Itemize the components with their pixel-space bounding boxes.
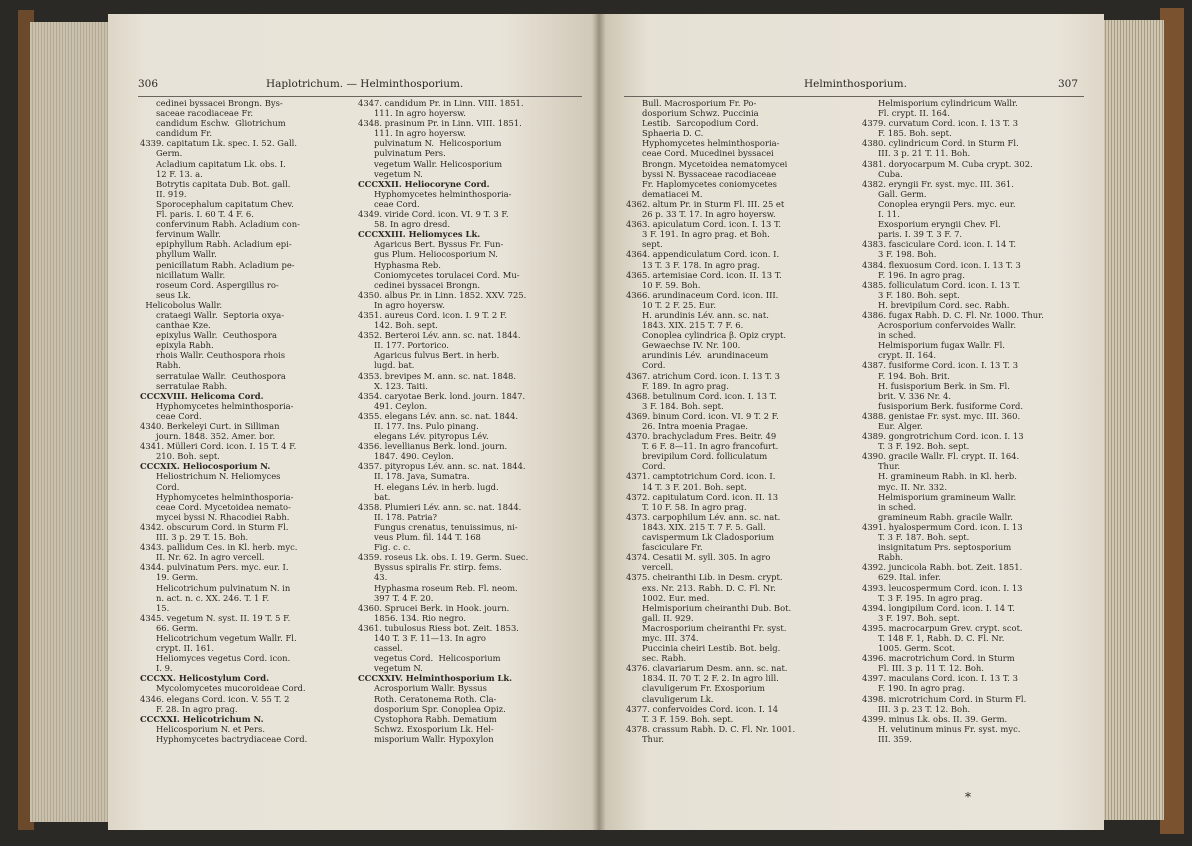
entry-line: 397 T. 4 F. 20.: [358, 592, 434, 603]
entry-line: mycei byssi N. Rhacodiei Rabh.: [140, 511, 290, 522]
entry-line: 4346. elegans Cord. icon. V. 55 T. 2: [140, 693, 290, 704]
entry-line: candidum Fr.: [140, 128, 213, 139]
entry-line: vercell.: [626, 562, 674, 573]
entry-line: 26. Intra moenia Pragae.: [626, 421, 748, 431]
entry-line: 66. Germ.: [140, 622, 199, 633]
entry-line: II. 919.: [140, 188, 187, 199]
entry-line: dematiacei M.: [626, 188, 703, 199]
entry-line: Germ.: [140, 148, 183, 159]
entry-line: veus Plum. fil. 144 T. 168: [358, 532, 481, 543]
left-page-title: Haplotrichum. — Helminthosporium.: [266, 78, 464, 90]
entry-line: exs. Nr. 213. Rabh. D. C. Fl. Nr.: [626, 582, 776, 593]
entry-line: byssi N. Byssaceae racodiaceae: [626, 168, 777, 179]
entry-line: dosporium Spr. Conoplea Opiz.: [358, 703, 506, 714]
entry-line: in sched.: [862, 330, 917, 341]
entry-line: myc. III. 374.: [626, 632, 699, 643]
entry-line: Cystophora Rabh. Dematium: [358, 713, 497, 724]
entry-line: 4386. fugax Rabh. D. C. Fl. Nr. 1000. Thur.: [862, 309, 1044, 320]
genus-heading: CCCXXIII. Heliomyces Lk.: [358, 229, 481, 240]
entry-line: cedinei byssacei Brongn. Bys-: [140, 98, 283, 108]
entry-line: 4349. viride Cord. icon. VI. 9 T. 3 F.: [358, 209, 509, 220]
entry-line: Hyphomycetes bactrydiaceae Cord.: [140, 733, 308, 744]
entry-line: ceae Cord. Mucedinei byssacei: [626, 148, 774, 159]
entry-line: X. 123. Taiti.: [358, 380, 428, 391]
entry-line: 4340. Berkeleyi Curt. in Silliman: [140, 421, 280, 431]
book-gutter: [592, 14, 606, 830]
page-edges-left: [30, 22, 110, 822]
entry-line: Coniomycetes torulacei Cord. Mu-: [358, 269, 520, 280]
entry-line: III. 359.: [862, 733, 912, 744]
entry-line: 4396. macrotrichum Cord. in Sturm: [862, 653, 1015, 664]
right-page-title: Helminthosporium.: [804, 78, 907, 90]
entry-line: arundinis Lév. arundinaceum: [626, 350, 769, 361]
entry-line: T. 3 F. 195. In agro prag.: [862, 592, 983, 603]
entry-line: 210. Boh. sept.: [140, 451, 220, 462]
entry-line: Acrosporium confervoides Wallr.: [862, 320, 1017, 331]
entry-line: Sporocephalum capitatum Chev.: [140, 198, 294, 209]
entry-line: Fl. III. 3 p. 11 T. 12. Boh.: [862, 663, 984, 674]
entry-line: serratulae Rabh.: [140, 380, 228, 391]
entry-line: 3 F. 197. Boh. sept.: [862, 612, 960, 623]
entry-line: 4395. macrocarpum Grev. crypt. scot.: [862, 622, 1023, 633]
entry-line: paris. I. 39 T. 3 F. 7.: [862, 229, 963, 240]
entry-line: insignitatum Prs. septosporium: [862, 542, 1012, 553]
genus-heading: CCCXIX. Heliocosporium N.: [140, 461, 271, 472]
entry-line: 111. In agro hoyersw.: [358, 128, 466, 139]
entry-line: 1834. II. 70 T. 2 F. 2. In agro lill.: [626, 673, 779, 684]
entry-line: clavuligerum Lk.: [626, 693, 714, 704]
entry-line: 10 T. 2 F. 25. Eur.: [626, 299, 717, 310]
entry-line: confervinum Rabh. Acladium con-: [140, 219, 300, 230]
entry-line: T. 6 F. 8—11. In agro francofurt.: [626, 441, 779, 452]
entry-line: 4376. clavariarum Desm. ann. sc. nat.: [626, 663, 788, 674]
entry-line: Lestib. Sarcopodium Cord.: [626, 118, 759, 129]
entry-line: F. 190. In agro prag.: [862, 683, 965, 694]
entry-line: Cord.: [626, 360, 666, 371]
right-column-2: [862, 98, 1088, 744]
entry-line: 1002. Eur. med.: [626, 592, 710, 603]
entry-line: Cord.: [626, 461, 666, 472]
entry-line: 4367. atrichum Cord. icon. I. 13 T. 3: [626, 370, 780, 381]
entry-line: Rabh.: [862, 552, 903, 563]
entry-line: Gall. Germ.: [862, 188, 927, 199]
entry-line: Heliostrichum N. Heliomyces: [140, 471, 281, 482]
entry-line: crypt. II. 164.: [862, 350, 937, 361]
entry-line: myc. II. Nr. 332.: [862, 481, 947, 492]
entry-line: 4372. capitulatum Cord. icon. II. 13: [626, 491, 779, 502]
entry-line: Helicotrichum pulvinatum N. in: [140, 582, 291, 593]
entry-line: pulvinatum N. Helicosporium: [358, 138, 502, 149]
entry-line: 3 F. 180. Boh. sept.: [862, 289, 960, 300]
entry-line: 4352. Berteroi Lév. ann. sc. nat. 1844.: [358, 330, 521, 341]
entry-line: 4351. aureus Cord. icon. I. 9 T. 2 F.: [358, 309, 508, 320]
entry-line: vegetum N.: [358, 663, 423, 674]
entry-line: F. 189. In agro prag.: [626, 380, 729, 391]
entry-line: 4362. altum Pr. in Sturm Fl. III. 25 et: [626, 198, 785, 209]
entry-line: gall. II. 929.: [626, 612, 694, 623]
entry-line: roseum Cord. Aspergillus ro-: [140, 279, 279, 290]
entry-line: 4350. albus Pr. in Linn. 1852. XXV. 725.: [358, 289, 527, 300]
entry-line: Thur.: [862, 461, 901, 472]
entry-line: seus Lk.: [140, 289, 191, 300]
entry-line: gramineum Rabh. gracile Wallr.: [862, 511, 1013, 522]
entry-line: Helmisporium gramineum Wallr.: [862, 491, 1017, 502]
left-page: [108, 14, 598, 830]
entry-line: 4345. vegetum N. syst. II. 19 T. 5 F.: [140, 612, 291, 623]
entry-line: 4342. obscurum Cord. in Sturm Fl.: [140, 521, 289, 532]
entry-line: Roth. Ceratonema Roth. Cla-: [358, 693, 497, 704]
entry-line: 3 F. 198. Boh.: [862, 249, 937, 260]
entry-line: 3 F. 191. In agro prag. et Boh.: [626, 229, 770, 240]
entry-line: Puccinia cheiri Lestib. Bot. belg.: [626, 643, 781, 654]
entry-line: journ. 1848. 352. Amer. bor.: [140, 431, 276, 442]
footer-mark: *: [965, 790, 971, 804]
entry-line: 4389. gongrotrichum Cord. icon. I. 13: [862, 431, 1024, 442]
entry-line: 4347. candidum Pr. in Linn. VIII. 1851.: [358, 98, 524, 108]
entry-line: in sched.: [862, 501, 917, 512]
entry-line: fasciculare Fr.: [626, 542, 703, 553]
entry-line: Conoplea eryngii Pers. myc. eur.: [862, 198, 1016, 209]
entry-line: saceae racodiaceae Fr.: [140, 108, 254, 119]
entry-line: lugd. bat.: [358, 360, 415, 371]
entry-line: 4363. apiculatum Cord. icon. I. 13 T.: [626, 219, 782, 230]
entry-line: Helmisporium cheiranthi Dub. Bot.: [626, 602, 792, 613]
entry-line: brit. V. 336 Nr. 4.: [862, 390, 951, 401]
entry-line: sept.: [626, 239, 663, 250]
entry-line: Hyphasma Reb.: [358, 259, 441, 270]
entry-line: crypt. II. 161.: [140, 643, 215, 654]
entry-line: 4383. fasciculare Cord. icon. I. 14 T.: [862, 239, 1017, 250]
entry-line: 4375. cheiranthi Lib. in Desm. crypt.: [626, 572, 783, 583]
entry-line: Brongn. Mycetoidea nematomycei: [626, 158, 788, 169]
entry-line: III. 3 p. 29 T. 15. Boh.: [140, 532, 249, 543]
entry-line: epixyla Rabh.: [140, 340, 214, 351]
entry-line: Macrosporium cheiranthi Fr. syst.: [626, 622, 787, 633]
entry-line: T. 148 F. 1, Rabh. D. C. Fl. Nr.: [862, 632, 1005, 643]
entry-line: 4380. cylindricum Cord. in Sturm Fl.: [862, 138, 1019, 149]
entry-line: penicillatum Rabh. Acladium pe-: [140, 259, 295, 270]
entry-line: 4361. tubulosus Riess bot. Zeit. 1853.: [358, 622, 519, 633]
left-page-number: 306: [138, 78, 159, 90]
right-header-rule: [624, 96, 1084, 97]
entry-line: 1856. 134. Rio negro.: [358, 612, 466, 623]
entry-line: 4392. juncicola Rabh. bot. Zeit. 1851.: [862, 562, 1023, 573]
entry-line: phyllum Wallr.: [140, 249, 217, 260]
entry-line: Fungus crenatus, tenuissimus, ni-: [358, 521, 518, 532]
entry-line: sec. Rabh.: [626, 653, 687, 664]
entry-line: H. brevipilum Cord. sec. Rabh.: [862, 299, 1010, 310]
entry-line: Acladium capitatum Lk. obs. I.: [140, 158, 286, 169]
entry-line: Fig. c. c.: [358, 542, 411, 553]
entry-line: 491. Ceylon.: [358, 400, 428, 411]
entry-line: 4378. crassum Rabh. D. C. Fl. Nr. 1001.: [626, 723, 796, 734]
entry-line: F. 196. In agro prag.: [862, 269, 965, 280]
entry-line: 4381. doryocarpum M. Cuba crypt. 302.: [862, 158, 1033, 169]
entry-line: 12 F. 13. a.: [140, 168, 203, 179]
entry-line: Hyphasma roseum Reb. Fl. neom.: [358, 582, 518, 593]
entry-line: III. 3 p. 23 T. 12. Boh.: [862, 703, 971, 714]
genus-heading: CCCXVIII. Helicoma Cord.: [140, 390, 264, 401]
entry-line: 4358. Plumieri Lév. ann. sc. nat. 1844.: [358, 501, 522, 512]
entry-line: Thur.: [626, 733, 665, 744]
entry-line: dosporium Schwz. Puccinia: [626, 108, 759, 119]
entry-line: vegetum Wallr. Helicosporium: [358, 158, 503, 169]
entry-line: Fl. crypt. II. 164.: [862, 108, 950, 119]
entry-line: 1843. XIX. 215 T. 7 F. 6.: [626, 320, 744, 331]
entry-line: Agaricus fulvus Bert. in herb.: [358, 350, 500, 361]
entry-line: Bull. Macrosporium Fr. Po-: [626, 98, 757, 108]
entry-line: H. velutinum minus Fr. syst. myc.: [862, 723, 1021, 734]
entry-line: fervinum Wallr.: [140, 229, 221, 240]
entry-line: rhois Wallr. Ceuthospora rhois: [140, 350, 286, 361]
entry-line: Helmisporium cylindricum Wallr.: [862, 98, 1018, 108]
entry-line: Hyphomycetes helminthosporia-: [140, 400, 294, 411]
entry-line: candidum Eschw. Gliotrichum: [140, 118, 286, 129]
entry-line: In agro hoyersw.: [358, 299, 445, 310]
entry-line: 4360. Sprucei Berk. in Hook. journ.: [358, 602, 510, 613]
entry-line: 4368. betulinum Cord. icon. I. 13 T.: [626, 390, 777, 401]
right-column-1: [626, 98, 848, 744]
entry-line: brevipilum Cord. folliculatum: [626, 451, 768, 462]
entry-line: 4393. leucospermum Cord. icon. I. 13: [862, 582, 1023, 593]
entry-line: Helmisporium fugax Wallr. Fl.: [862, 340, 1005, 351]
entry-line: 4397. maculans Cord. icon. I. 13 T. 3: [862, 673, 1018, 684]
entry-line: 629. Ital. infer.: [862, 572, 941, 583]
entry-line: Cuba.: [862, 168, 903, 179]
entry-line: Cord.: [140, 481, 180, 492]
genus-heading: CCCXXI. Helicotrichum N.: [140, 713, 264, 724]
entry-line: bat.: [358, 491, 391, 502]
entry-line: 4355. elegans Lév. ann. sc. nat. 1844.: [358, 410, 518, 421]
entry-line: 1005. Germ. Scot.: [862, 643, 956, 654]
entry-line: Conoplea cylindrica β. Opiz crypt.: [626, 330, 787, 341]
entry-line: 4356. levellianus Berk. lond. journ.: [358, 441, 508, 452]
entry-line: F. 194. Boh. Brit.: [862, 370, 950, 381]
entry-line: 4353. brevipes M. ann. sc. nat. 1848.: [358, 370, 517, 381]
entry-line: Schwz. Exosporium Lk. Hel-: [358, 723, 494, 734]
entry-line: cassel.: [358, 643, 403, 654]
entry-line: H. fusisporium Berk. in Sm. Fl.: [862, 380, 1010, 391]
entry-line: II. Nr. 62. In agro vercell.: [140, 552, 265, 563]
entry-line: 4374. Cesatii M. syll. 305. In agro: [626, 552, 771, 563]
entry-line: Eur. Alger.: [862, 421, 923, 431]
entry-line: 13 T. 3 F. 178. In agro prag.: [626, 259, 760, 270]
left-column-2: [358, 98, 580, 744]
entry-line: 1847. 490. Ceylon.: [358, 451, 454, 462]
entry-line: 4359. roseus Lk. obs. I. 19. Germ. Suec.: [358, 552, 529, 563]
entry-line: F. 28. In agro prag.: [140, 703, 238, 714]
entry-line: Exosporium eryngii Chev. Fl.: [862, 219, 1001, 230]
entry-line: 14 T. 3 F. 201. Boh. sept.: [626, 481, 747, 492]
entry-line: H. arundinis Lév. ann. sc. nat.: [626, 309, 769, 320]
entry-line: 10 F. 59. Boh.: [626, 279, 701, 290]
entry-line: Helicosporium N. et Pers.: [140, 723, 265, 734]
entry-line: epixylus Wallr. Ceuthospora: [140, 330, 278, 341]
entry-line: Gewaechse IV. Nr. 100.: [626, 340, 741, 351]
entry-line: Helicobolus Wallr.: [140, 299, 223, 310]
genus-heading: CCCXXII. Heliocoryne Cord.: [358, 178, 490, 189]
entry-line: II. 178. Java, Sumatra.: [358, 471, 470, 482]
entry-line: III. 3 p. 21 T. 11. Boh.: [862, 148, 971, 159]
entry-line: canthae Kze.: [140, 320, 211, 331]
entry-line: T. 3 F. 187. Boh. sept.: [862, 532, 970, 543]
right-page: [598, 14, 1104, 830]
entry-line: serratulae Wallr. Ceuthospora: [140, 370, 286, 381]
entry-line: Fl. paris. I. 60 T. 4 F. 6.: [140, 209, 254, 220]
entry-line: 15.: [140, 602, 170, 613]
entry-line: Sphaeria D. C.: [626, 128, 704, 139]
right-page-number: 307: [1058, 78, 1079, 90]
entry-line: pulvinatum Pers.: [358, 148, 446, 159]
entry-line: 4364. appendiculatum Cord. icon. I.: [626, 249, 780, 260]
entry-line: H. gramineum Rabh. in Kl. herb.: [862, 471, 1017, 482]
entry-line: 4379. curvatum Cord. icon. I. 13 T. 3: [862, 118, 1019, 129]
entry-line: 111. In agro hoyersw.: [358, 108, 466, 119]
entry-line: 4366. arundinaceum Cord. icon. III.: [626, 289, 779, 300]
entry-line: misporium Wallr. Hypoxylon: [358, 733, 494, 744]
entry-line: Heliomyces vegetus Cord. icon.: [140, 653, 291, 664]
entry-line: Acrosporium Wallr. Byssus: [358, 683, 487, 694]
entry-line: 4370. brachycladum Fres. Beitr. 49: [626, 431, 777, 442]
entry-line: 4388. genistae Fr. syst. myc. III. 360.: [862, 410, 1021, 421]
entry-line: II. 178. Patria?: [358, 511, 438, 522]
entry-line: Helicotrichum vegetum Wallr. Fl.: [140, 632, 297, 643]
entry-line: 4391. hyalospermum Cord. icon. I. 13: [862, 521, 1023, 532]
entry-line: 58. In agro dresd.: [358, 219, 451, 230]
entry-line: elegans Lév. pityropus Lév.: [358, 431, 489, 442]
entry-line: 4354. caryotae Berk. lond. journ. 1847.: [358, 390, 526, 401]
entry-line: cavispermum Lk Cladosporium: [626, 532, 775, 543]
entry-line: 4373. carpophilum Lév. ann. sc. nat.: [626, 511, 781, 522]
entry-line: vegetum N.: [358, 168, 423, 179]
entry-line: 43.: [358, 572, 388, 583]
entry-line: II. 177. Portorico.: [358, 340, 449, 351]
entry-line: I. 9.: [140, 663, 173, 674]
entry-line: ceae Cord.: [358, 198, 420, 209]
entry-line: Agaricus Bert. Byssus Fr. Fun-: [358, 239, 504, 250]
entry-line: Hyphomycetes helminthosporia-: [140, 491, 294, 502]
entry-line: T. 3 F. 159. Boh. sept.: [626, 713, 734, 724]
entry-line: 4394. longipilum Cord. icon. I. 14 T.: [862, 602, 1015, 613]
genus-heading: CCCXX. Helicostylum Cord.: [140, 673, 270, 684]
entry-line: 1843. XIX. 215 T. 7 F. 5. Gall.: [626, 521, 766, 532]
entry-line: 3 F. 184. Boh. sept.: [626, 400, 724, 411]
entry-line: 4348. prasinum Pr. in Linn. VIII. 1851.: [358, 118, 522, 129]
entry-line: fusisporium Berk. fusiforme Cord.: [862, 400, 1023, 411]
entry-line: gus Plum. Heliocosporium N.: [358, 249, 498, 260]
entry-line: clavuligerum Fr. Exosporium: [626, 683, 765, 694]
entry-line: 4390. gracile Wallr. Fl. crypt. II. 164.: [862, 451, 1020, 462]
entry-line: Hyphomycetes helminthosporia-: [358, 188, 512, 199]
entry-line: F. 185. Boh. sept.: [862, 128, 952, 139]
left-column-1: [140, 98, 350, 744]
entry-line: 4371. camptotrichum Cord. icon. I.: [626, 471, 776, 482]
entry-line: 4365. artemisiae Cord. icon. II. 13 T.: [626, 269, 782, 280]
entry-line: epiphyllum Rabh. Acladium epi-: [140, 239, 292, 250]
entry-line: T. 3 F. 192. Boh. sept.: [862, 441, 970, 452]
entry-line: crataegi Wallr. Septoria oxya-: [140, 309, 285, 320]
entry-line: Hyphomycetes helminthosporia-: [626, 138, 780, 149]
entry-line: Mycolomycetes mucoroideae Cord.: [140, 683, 306, 694]
entry-line: 4369. binum Cord. icon. VI. 9 T. 2 F.: [626, 410, 779, 421]
entry-line: 4384. flexuosum Cord. icon. I. 13 T. 3: [862, 259, 1021, 270]
genus-heading: CCCXXIV. Helminthosporium Lk.: [358, 673, 513, 684]
entry-line: I. 11.: [862, 209, 900, 220]
entry-line: 4398. microtrichum Cord. in Sturm Fl.: [862, 693, 1027, 704]
entry-line: T. 10 F. 58. In agro prag.: [626, 501, 747, 512]
entry-line: 19. Germ.: [140, 572, 199, 583]
entry-line: n. act. n. c. XX. 246. T. 1 F.: [140, 592, 270, 603]
entry-line: 4357. pityropus Lév. ann. sc. nat. 1844.: [358, 461, 526, 472]
entry-line: II. 177. Ins. Pulo pinang.: [358, 421, 479, 431]
entry-line: 26 p. 33 T. 17. In agro hoyersw.: [626, 209, 776, 220]
entry-line: Fr. Haplomycetes coniomycetes: [626, 178, 777, 189]
entry-line: vegetus Cord. Helicosporium: [358, 653, 501, 664]
entry-line: ceae Cord. Mycetoidea nemato-: [140, 501, 291, 512]
entry-line: 4377. confervoides Cord. icon. I. 14: [626, 703, 779, 714]
entry-line: H. elegans Lév. in herb. lugd.: [358, 481, 499, 492]
entry-line: nicillatum Wallr.: [140, 269, 226, 280]
entry-line: 4343. pallidum Ces. in Kl. herb. myc.: [140, 542, 298, 553]
entry-line: 4385. folliculatum Cord. icon. I. 13 T.: [862, 279, 1021, 290]
entry-line: cedinei byssacei Brongn.: [358, 279, 481, 290]
entry-line: Rabh.: [140, 360, 181, 371]
entry-line: 140 T. 3 F. 11—13. In agro: [358, 632, 486, 643]
entry-line: ceae Cord.: [140, 410, 202, 421]
entry-line: 4399. minus Lk. obs. II. 39. Germ.: [862, 713, 1008, 724]
left-header-rule: [138, 96, 582, 97]
entry-line: 4341. Mülleri Cord. icon. I. 15 T. 4 F.: [140, 441, 297, 452]
entry-line: Byssus spiralis Fr. stirp. fems.: [358, 562, 502, 573]
entry-line: 4387. fusiforme Cord. icon. I. 13 T. 3: [862, 360, 1019, 371]
entry-line: 4339. capitatum Lk. spec. I. 52. Gall.: [140, 138, 297, 149]
entry-line: 142. Boh. sept.: [358, 320, 438, 331]
entry-line: 4344. pulvinatum Pers. myc. eur. I.: [140, 562, 289, 573]
page-edges-right: [1100, 20, 1164, 820]
entry-line: 4382. eryngii Fr. syst. myc. III. 361.: [862, 178, 1014, 189]
entry-line: Botrytis capitata Dub. Bot. gall.: [140, 178, 291, 189]
